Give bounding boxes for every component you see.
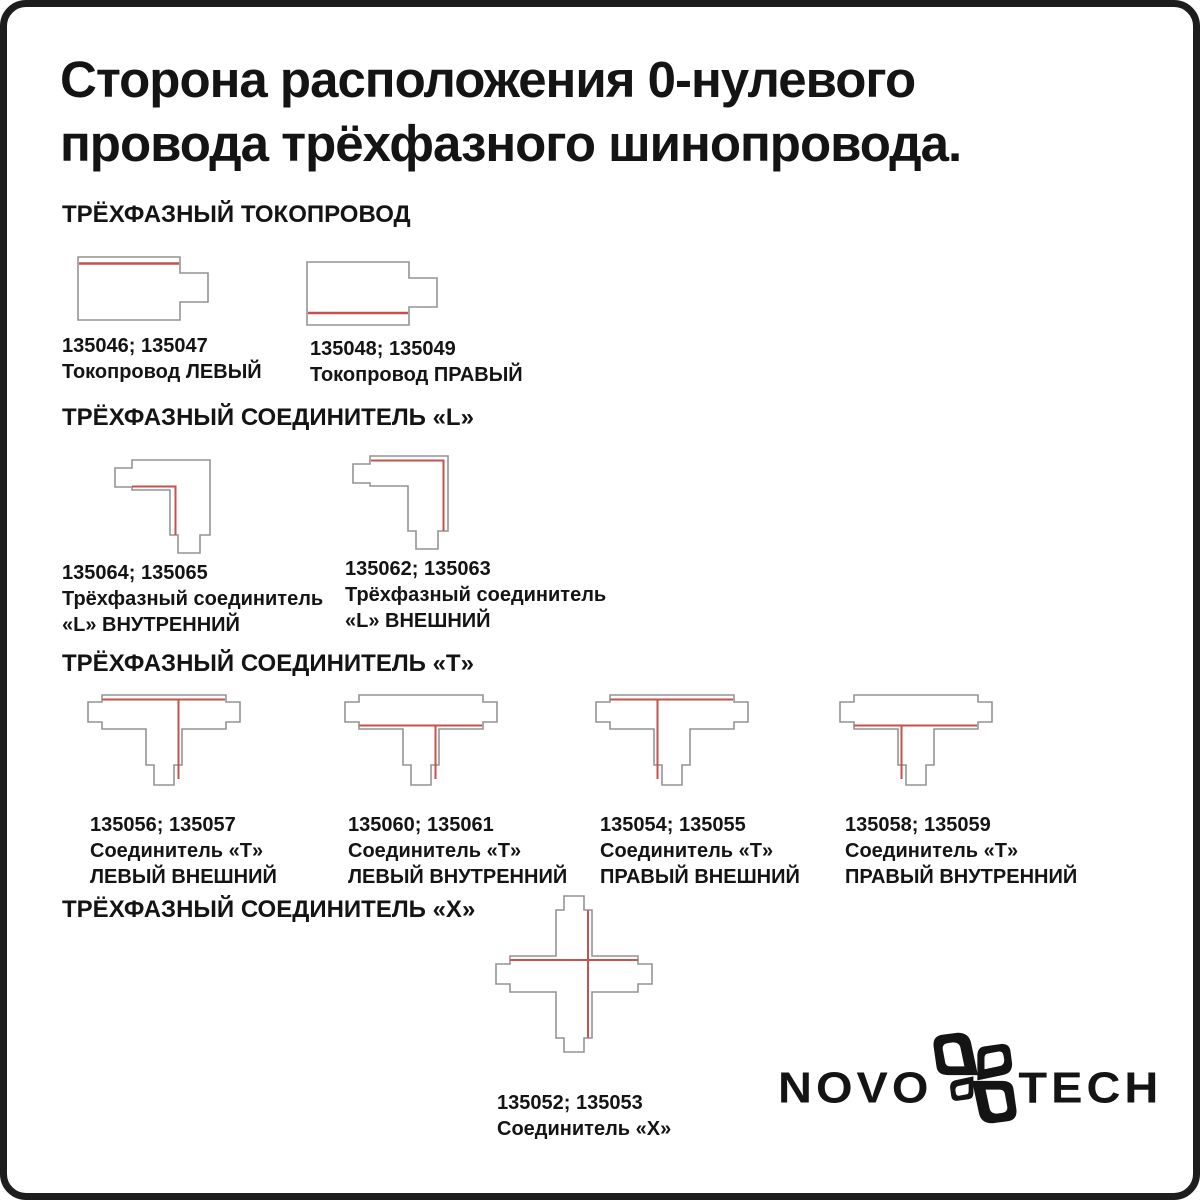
item-name: Соединитель «Х» xyxy=(497,1118,672,1140)
connector-outline xyxy=(78,257,208,320)
item-name: Соединитель «Т» xyxy=(845,840,1019,862)
item-code: 135046; 135047 xyxy=(62,335,208,357)
logo-text-tech: TECH xyxy=(1018,1062,1163,1112)
connector-outline xyxy=(115,460,210,553)
section-header-x-connector: ТРЁХФАЗНЫЙ СОЕДИНИТЕЛЬ «Х» xyxy=(62,896,476,923)
connector-outline xyxy=(496,896,652,1052)
item-label xyxy=(90,812,277,890)
diagram-x xyxy=(494,894,654,1054)
page-title-line-2: провода трёхфазного шинопровода. xyxy=(60,115,962,172)
item-label xyxy=(310,336,523,388)
neutral-wire-line xyxy=(132,487,176,536)
diagram-l-outer xyxy=(338,446,488,556)
item-name: Трёхфазный соединитель xyxy=(345,584,607,606)
page-title-line-1: Сторона расположения 0-нулевого xyxy=(60,51,916,108)
item-code: 135048; 135049 xyxy=(310,338,456,360)
item-name: Соединитель «Т» xyxy=(90,840,264,862)
item-name: Токопровод ПРАВЫЙ xyxy=(310,364,523,386)
page-title xyxy=(60,48,1150,176)
connector-outline xyxy=(596,695,748,785)
diagram-l-inner xyxy=(100,450,250,560)
item-label xyxy=(345,556,606,634)
diagram-t-left-outer xyxy=(84,687,244,789)
novotech-logo xyxy=(778,1028,1180,1146)
item-name: Соединитель «Т» xyxy=(348,840,522,862)
item-name-2: «L» ВНУТРЕННИЙ xyxy=(62,614,240,636)
item-name-2: ПРАВЫЙ ВНЕШНИЙ xyxy=(600,866,800,888)
item-name-2: «L» ВНЕШНИЙ xyxy=(345,610,491,632)
diagram-t-left-inner xyxy=(341,687,501,789)
item-label xyxy=(600,812,800,890)
item-name: Токопровод ЛЕВЫЙ xyxy=(62,361,262,383)
novotech-flower-icon xyxy=(922,1022,1028,1134)
connector-outline xyxy=(345,695,497,785)
diagram-t-right-inner xyxy=(836,687,996,789)
item-code: 135052; 135053 xyxy=(497,1092,643,1114)
item-label xyxy=(845,812,1077,890)
connector-outline xyxy=(88,695,240,785)
section-header-l-connector: ТРЁХФАЗНЫЙ СОЕДИНИТЕЛЬ «L» xyxy=(62,404,474,431)
item-name-2: ПРАВЫЙ ВНУТРЕННИЙ xyxy=(845,866,1078,888)
item-name: Соединитель «Т» xyxy=(600,840,774,862)
diagram-t-right-outer xyxy=(592,687,752,789)
item-code: 135056; 135057 xyxy=(90,814,236,836)
section-header-feed: ТРЁХФАЗНЫЙ ТОКОПРОВОД xyxy=(62,201,411,228)
item-name-2: ЛЕВЫЙ ВНЕШНИЙ xyxy=(90,866,277,888)
item-name-2: ЛЕВЫЙ ВНУТРЕННИЙ xyxy=(348,866,568,888)
item-label xyxy=(348,812,567,890)
logo-text-novo: NOVO xyxy=(778,1062,933,1112)
item-code: 135062; 135063 xyxy=(345,558,491,580)
diagram-feed-right xyxy=(305,257,445,332)
item-label xyxy=(497,1090,671,1142)
item-name: Трёхфазный соединитель xyxy=(62,588,324,610)
item-code: 135060; 135061 xyxy=(348,814,494,836)
item-label xyxy=(62,560,323,638)
diagram-feed-left xyxy=(76,252,216,327)
connector-outline xyxy=(353,456,448,549)
connector-outline xyxy=(307,262,437,325)
item-code: 135058; 135059 xyxy=(845,814,991,836)
section-header-t-connector: ТРЁХФАЗНЫЙ СОЕДИНИТЕЛЬ «Т» xyxy=(62,650,474,677)
connector-outline xyxy=(840,695,992,785)
item-label xyxy=(62,333,262,385)
item-code: 135054; 135055 xyxy=(600,814,746,836)
item-code: 135064; 135065 xyxy=(62,562,208,584)
